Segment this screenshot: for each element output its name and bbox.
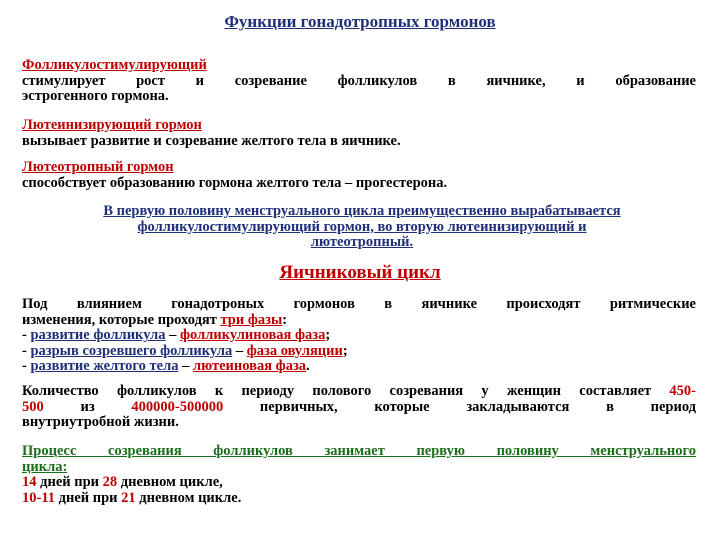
phase-item-prefix: - <box>22 327 31 343</box>
fsh-block <box>22 58 696 105</box>
days-end: дневном цикле. <box>135 489 242 506</box>
lth-desc: способствует образованию гормона желтого тела – прогестерона. <box>22 174 448 191</box>
cycle-note <box>30 204 694 251</box>
phase-item-phase: фолликулиновая фаза <box>179 327 326 343</box>
phase-item-name: разрыв созревшего фолликула <box>30 342 233 359</box>
phase-item-dash: – <box>178 358 193 374</box>
process-line2: цикла: <box>22 458 68 475</box>
count-line1 <box>22 384 696 400</box>
count-line2 <box>22 400 696 416</box>
phase-item-name: развитие желтого тела <box>30 358 179 374</box>
phase-item-end: . <box>306 358 310 374</box>
cycle-note-line2: фолликулостимулирующий гормон, во вторую лютеинизирующий и <box>137 218 587 235</box>
phase-item-dash: – <box>165 327 180 343</box>
follicle-count-block <box>22 384 696 431</box>
phase-item-3 <box>22 359 696 375</box>
cycle-num: 21 <box>121 489 136 506</box>
process-days-2 <box>22 491 696 507</box>
count-line2-post: первичных, которые закладываются в период <box>223 398 696 415</box>
phase-item-1 <box>22 328 696 344</box>
phase-item-prefix: - <box>22 358 31 374</box>
count-num1: 450- <box>669 383 696 399</box>
cycle-phases-count: три фазы <box>220 311 283 328</box>
cycle-line2-post: : <box>282 311 288 328</box>
lh-desc: вызывает развитие и созревание желтого тела в яичнике. <box>22 132 401 149</box>
page-title: Функции гонадотропных гормонов <box>224 12 496 31</box>
lth-name: Лютеотропный гормон <box>22 159 174 175</box>
phase-item-phase: фаза овуляции <box>246 342 343 359</box>
fsh-desc-line1: стимулирует рост и созревание фолликулов в яичнике, и образование <box>22 72 696 89</box>
count-line1-text: Количество фолликулов к периоду полового созревания у женщин составляет <box>22 383 670 399</box>
days-num: 14 <box>22 474 37 490</box>
count-line3: внутриутробной жизни. <box>22 414 179 430</box>
phase-item-phase: лютеиновая фаза <box>192 358 307 374</box>
days-mid: дней при <box>55 489 122 506</box>
cycle-num: 28 <box>102 474 118 490</box>
cycle-line2 <box>22 313 696 329</box>
phase-item-end: ; <box>342 342 348 359</box>
cycle-note-line1: В первую половину менструального цикла преимущественно вырабатывается <box>103 203 621 219</box>
count-line2-num: 500 <box>22 398 44 415</box>
section-title: Яичниковый цикл <box>279 262 441 283</box>
cycle-note-line3: лютеотропный. <box>310 234 414 250</box>
phase-item-2 <box>22 344 696 360</box>
fsh-desc-line2: эстрогенного гормона. <box>22 88 169 104</box>
cycle-line2-pre: изменения, которые проходят <box>22 311 221 328</box>
lh-name: Лютеинизирующий гормон <box>22 117 202 133</box>
cycle-line1: Под влиянием гонадотроных гормонов в яичнике происходят ритмические <box>22 296 696 312</box>
lth-block <box>22 160 696 191</box>
days-num: 10-11 <box>22 489 56 506</box>
phase-item-name: развитие фолликула <box>30 327 166 343</box>
days-mid: дней при <box>36 474 103 490</box>
lh-block <box>22 118 696 149</box>
count-line2-mid: из <box>43 398 132 415</box>
process-days-1 <box>22 475 696 491</box>
count-num2: 400000-500000 <box>131 398 224 415</box>
phase-item-dash: – <box>232 342 247 359</box>
cycle-block <box>22 297 696 375</box>
process-line1: Процесс созревания фолликулов занимает первую половину менструального <box>22 443 696 459</box>
days-end: дневном цикле, <box>117 474 223 490</box>
fsh-name: Фолликулостимулирующий <box>22 57 207 73</box>
phase-item-end: ; <box>325 327 331 343</box>
process-block <box>22 444 696 506</box>
phase-item-prefix: - <box>22 342 31 359</box>
